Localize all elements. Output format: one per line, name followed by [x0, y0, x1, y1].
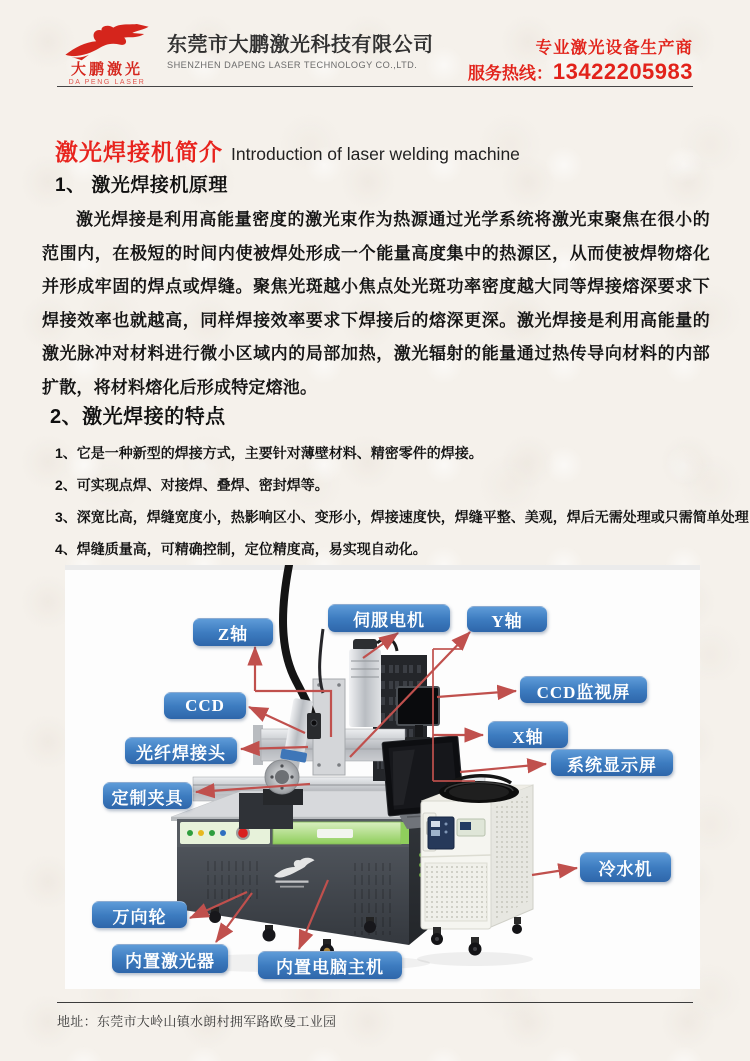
- service-hotline: [468, 59, 693, 88]
- hotline-label: 服务热线：: [467, 64, 553, 83]
- company-name-block: [167, 18, 434, 70]
- label-ccd-monitor: CCD监视屏: [520, 676, 647, 703]
- machine-figure: [65, 565, 700, 989]
- eagle-logo-icon: [61, 24, 153, 62]
- company-name-cn: 东莞市大鹏激光科技有限公司: [167, 34, 434, 56]
- feature-item: 1、它是一种新型的焊接方式，主要针对薄壁材料、精密零件的焊接。: [55, 445, 483, 461]
- feature-item: 2、可实现点焊、对接焊、叠焊、密封焊等。: [55, 477, 329, 493]
- header-contact-block: [468, 18, 693, 88]
- hotline-number: 13422205983: [552, 59, 693, 84]
- label-system-display: 系统显示屏: [551, 749, 673, 776]
- label-universal-caster: 万向轮: [92, 901, 187, 928]
- section1-heading: 1、 激光焊接机原理: [55, 175, 228, 196]
- company-tagline: 专业激光设备生产商: [535, 39, 693, 57]
- header: [57, 18, 693, 87]
- label-x-axis: X轴: [488, 721, 568, 748]
- feature-item: 3、深宽比高，焊缝宽度小，热影响区小、变形小，焊接速度快，焊缝平整、美观，焊后无需处理或只需简单处理: [55, 509, 749, 525]
- label-fiber-welding-head: 光纤焊接头: [125, 737, 237, 764]
- page-title-en: Introduction of laser welding machine: [231, 144, 520, 164]
- label-built-in-laser: 内置激光器: [112, 944, 228, 973]
- footer-divider: [57, 1002, 693, 1003]
- feature-item: 4、焊缝质量高，可精确控制，定位精度高，易实现自动化。: [55, 541, 427, 557]
- label-custom-fixture: 定制夹具: [103, 782, 192, 809]
- section1-paragraph: 激光焊接是利用高能量密度的激光束作为热源通过光学系统将激光束聚焦在很小的范围内，在极短的时间内使被焊处形成一个能量高度集中的热源区，从而使被焊物熔化并形成牢固的焊点或焊缝。聚焦光斑越小焦点处光斑功率密度越大同等焊接熔深要求下焊接效率也就越高，同样焊接效率要求下焊接后的熔深更深。激光焊接是利用高能量的激光脉冲对材料进行微小区域内的局部加热，激光辐射的能量通过热传导向材料的内部扩散，将材料熔化后形成特定熔池。: [42, 210, 710, 397]
- label-servo-motor: 伺服电机: [328, 604, 450, 632]
- label-water-chiller: 冷水机: [580, 852, 671, 882]
- company-name-en: SHENZHEN DAPENG LASER TECHNOLOGY CO.,LTD.: [167, 60, 418, 70]
- feature-list: [55, 443, 749, 571]
- logo-text-cn: 大鹏激光: [70, 62, 143, 78]
- page-title: [55, 134, 520, 167]
- label-y-axis: Y轴: [467, 606, 547, 632]
- logo-text-en: DA PENG LASER: [68, 79, 146, 86]
- section2-heading: 2、激光焊接的特点: [50, 406, 226, 428]
- label-z-axis: Z轴: [193, 618, 273, 646]
- company-logo: [57, 24, 157, 87]
- footer-address: 地址：东莞市大岭山镇水朗村拥军路欧曼工业园: [57, 1014, 337, 1029]
- label-ccd: CCD: [164, 692, 246, 719]
- label-built-in-computer: 内置电脑主机: [258, 951, 402, 979]
- page-title-cn: 激光焊接机简介: [55, 139, 223, 165]
